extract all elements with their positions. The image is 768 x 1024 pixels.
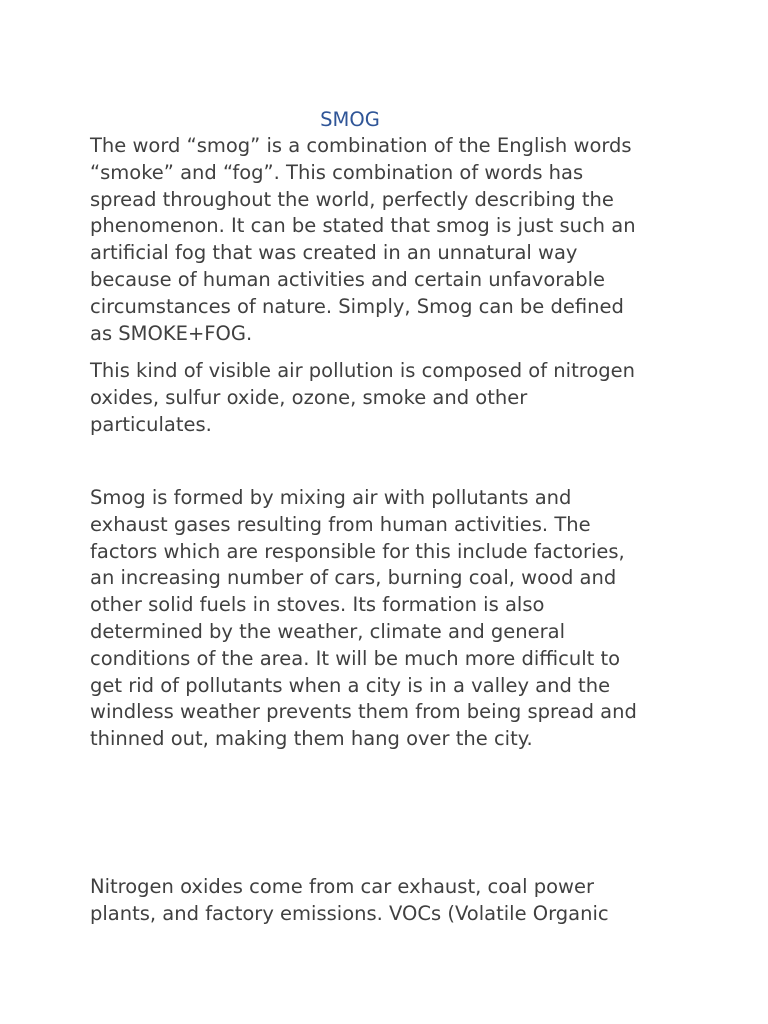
paragraph-smog-composition: This kind of visible air pollution is composed of nitrogen oxides, sulfur oxide, ozone, smoke and other particulates. (90, 359, 635, 436)
paragraph-smog-definition: The word “smog” is a combination of the English words “smoke” and “fog”. This combination of words has spread throughout the world, perfectly describing the phenomenon. It can be stated that smog is just such an artificial fog that was created in an unnatural way because of human activities and certain unfavorable circumstances of nature. Simply, Smog can be defined as SMOKE+FOG. (90, 134, 636, 345)
paragraph-nitrogen-oxides: Nitrogen oxides come from car exhaust, coal power plants, and factory emissions. VOCs (Volatile Organic (90, 875, 609, 925)
paragraph-smog-formation: Smog is formed by mixing air with pollutants and exhaust gases resulting from human activities. The factors which are responsible for this include factories, an increasing number of cars, burning coal, wood and other solid fuels in stoves. Its formation is also determined by the weather, climate and general conditions of the area. It will be much more difficult to get rid of pollutants when a city is in a valley and the windless weather prevents them from being spread and thinned out, making them hang over the city. (90, 486, 637, 751)
page-title: SMOG (320, 108, 380, 131)
